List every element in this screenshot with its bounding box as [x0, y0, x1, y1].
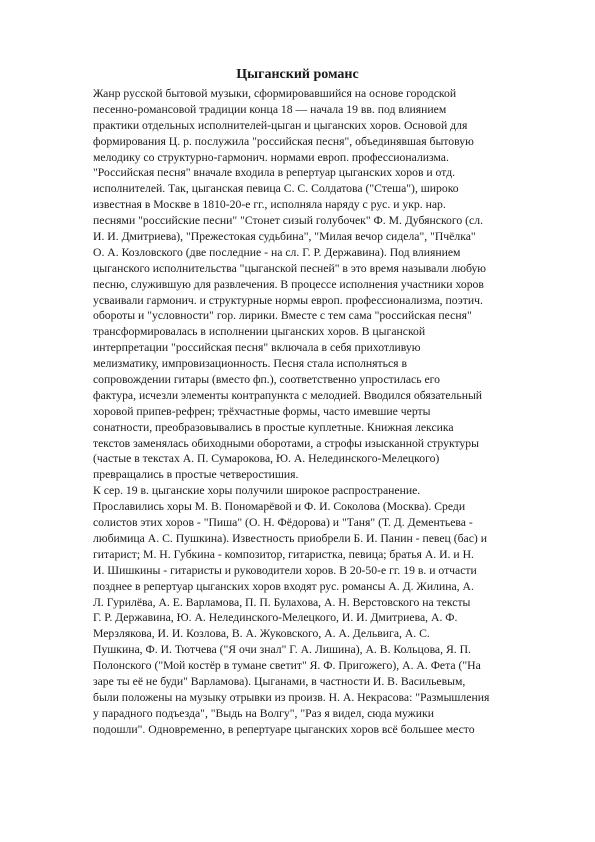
- text-line: И. И. Дмитриева), "Прежестокая судьбина", "Милая вечор сидела", "Пчёлка": [93, 230, 476, 244]
- text-line: песнями "российские песни" "Стонет сизый голубочек" Ф. М. Дубянского (сл.: [93, 214, 483, 228]
- text-line: любимица А. С. Пушкина). Известность приобрели Б. И. Панин - певец (бас) и: [93, 531, 488, 545]
- text-line: И. Шишкины - гитаристы и руководители хоров. В 20-50-е гг. 19 в. и отчасти: [93, 563, 477, 577]
- text-line: исполнителей. Так, цыганская певица С. С. Солдатова ("Стеша"), широко: [93, 182, 459, 196]
- text-line: хоровой припев-рефрен; трёхчастные формы, часто имевшие черты: [93, 404, 431, 418]
- text-line: "Российская песня" вначале входила в репертуар цыганских хоров и отд.: [93, 166, 456, 180]
- text-line: были положены на музыку отрывки из произв. Н. А. Некрасова: "Размышления: [93, 690, 490, 704]
- text-line: интерпретации "российская песня" включала в себя прихотливую: [93, 341, 421, 355]
- text-line: формирования Ц. р. послужила "российская песня", объединявшая бытовую: [93, 134, 474, 148]
- text-line: фактура, исчезли элементы контрапункта с мелодией. Вводился обязательный: [93, 388, 483, 402]
- text-line: превращались в простые четверостишия.: [93, 468, 299, 482]
- text-line: усваивали гармонич. и структурные нормы европ. профессионализма, поэтич.: [93, 293, 483, 307]
- text-line: Жанр русской бытовой музыки, сформировавшийся на основе городской: [93, 87, 457, 100]
- text-line: известная в Москве в 1810-20-е гг., исполняла наряду с рус. и укр. нар.: [93, 198, 446, 212]
- text-line: Л. Гурилёва, А. Е. Варламова, П. П. Булахова, А. Н. Верстовского на тексты: [93, 595, 471, 609]
- text-line: мелодику со структурно-гармонич. нормами европ. профессионализма.: [93, 150, 449, 164]
- text-line: (частые в текстах А. П. Сумарокова, Ю. А. Нелединского-Мелецкого): [93, 452, 440, 466]
- text-line: песню, служившую для развлечения. В процессе исполнения участники хоров: [93, 277, 484, 291]
- text-line: сонатности, преобразовывались в простые куплетные. Книжная лексика: [93, 420, 454, 434]
- text-line: Пушкина, Ф. И. Тютчева ("Я очи знал" Г. А. Лишина), А. В. Кольцова, Я. П.: [93, 643, 471, 657]
- text-line: заре ты её не буди" Варламова). Цыганами, в частности И. В. Васильевым,: [93, 674, 466, 688]
- text-line: у парадного подъезда", "Выдь на Волгу", "Раз я видел, сюда мужики: [93, 706, 434, 720]
- text-line: мелизматику, импровизационность. Песня стала исполняться в: [93, 357, 407, 371]
- text-line: Полонского ("Мой костёр в тумане светит" Я. Ф. Пригожего), А. А. Фета ("На: [93, 659, 481, 673]
- text-line: позднее в репертуар цыганских хоров входят рус. романсы А. Д. Жилина, А.: [93, 579, 474, 593]
- text-line: трансформировалась в исполнении цыганских хоров. В цыганской: [93, 325, 426, 339]
- text-line: цыганского исполнительства "цыганской песней" в это время называли любую: [93, 261, 487, 275]
- text-line: Мерзлякова, И. И. Козлова, В. А. Жуковского, А. А. Дельвига, А. С.: [93, 627, 430, 641]
- document-title: Цыганский романс: [236, 67, 359, 82]
- text-line: О. А. Козловского (две последние - на сл. Г. Р. Державина). Под влиянием: [93, 245, 461, 259]
- text-line: практики отдельных исполнителей-цыган и цыганских хоров. Основой для: [93, 118, 468, 132]
- text-line: гитарист; М. Н. Губкина - композитор, гитаристка, певица; братья А. И. и Н.: [93, 547, 474, 561]
- text-line: сопровождении гитары (вместо фп.), соответственно упростилась его: [93, 373, 440, 387]
- text-line: Прославились хоры М. В. Пономарёвой и Ф. И. Соколова (Москва). Среди: [93, 500, 466, 514]
- body-text: [93, 86, 513, 738]
- text-line: текстов заменялась обиходными оборотами, а строфы изысканной структуры: [93, 436, 479, 450]
- text-line: песенно-романсовой традиции конца 18 — начала 19 вв. под влиянием: [93, 102, 447, 116]
- text-line: подошли". Одновременно, в репертуаре цыганских хоров всё большее место: [93, 722, 475, 736]
- text-line: К сер. 19 в. цыганские хоры получили широкое распространение.: [93, 484, 421, 498]
- text-line: Г. Р. Державина, Ю. А. Нелединского-Мелецкого, И. И. Дмитриева, А. Ф.: [93, 611, 458, 625]
- text-line: обороты и "условности" гор. лирики. Вместе с тем сама "российская песня": [93, 309, 472, 323]
- text-line: солистов этих хоров - "Пиша" (О. Н. Фёдорова) и "Таня" (Т. Д. Дементьева -: [93, 516, 473, 530]
